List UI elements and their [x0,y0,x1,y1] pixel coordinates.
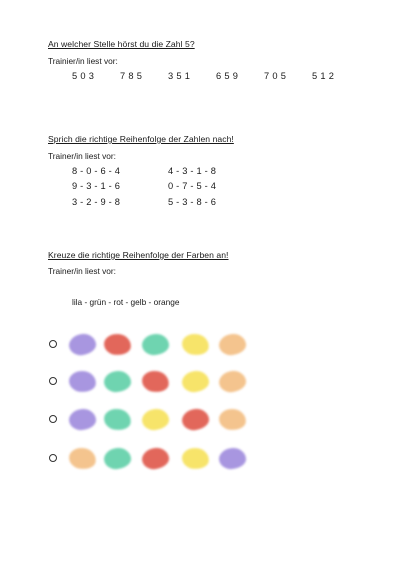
section2-subtitle: Trainer/in liest vor: [48,151,116,161]
color-blob [141,408,170,432]
number-item: 7 0 5 [264,71,287,81]
color-blob [68,408,96,431]
color-blob [103,447,132,471]
color-blob [218,369,248,394]
number-item: 5 1 2 [312,71,335,81]
color-blob [140,369,170,394]
color-blob [141,446,171,471]
sequence-right: 5 - 3 - 8 - 6 [168,197,217,207]
colors-read-text: lila - grün - rot - gelb - orange [72,297,180,307]
sequence-left: 3 - 2 - 9 - 8 [72,197,121,207]
answer-radio[interactable] [49,454,57,462]
color-blob [181,407,211,432]
number-item: 7 8 5 [120,71,143,81]
number-item: 6 5 9 [216,71,239,81]
color-blob [67,446,97,471]
section3-subtitle: Trainer/in liest vor: [48,266,116,276]
number-item: 3 5 1 [168,71,191,81]
sequence-left: 9 - 3 - 1 - 6 [72,181,121,191]
sequence-right: 0 - 7 - 5 - 4 [168,181,217,191]
answer-radio[interactable] [49,377,57,385]
answer-radio[interactable] [49,340,57,348]
answer-radio[interactable] [49,415,57,423]
sequence-left: 8 - 0 - 6 - 4 [72,166,121,176]
color-blob [68,370,97,394]
sequence-right: 4 - 3 - 1 - 8 [168,166,217,176]
color-blob [218,447,246,470]
color-blob [180,332,210,357]
color-blob [103,333,132,357]
section1-heading: An welcher Stelle hörst du die Zahl 5? [48,39,195,49]
color-blob [102,407,132,432]
section3-heading: Kreuze die richtige Reihenfolge der Farben an! [48,250,229,260]
color-blob [218,333,247,357]
number-item: 5 0 3 [72,71,95,81]
color-blob [141,333,169,356]
color-blob [103,370,131,393]
color-blob [181,447,210,471]
section1-subtitle: Trainier/in liest vor: [48,56,118,66]
color-blob [218,408,247,432]
color-blob [68,332,98,357]
section2-heading: Sprich die richtige Reihenfolge der Zahlen nach! [48,134,234,144]
color-blob [181,370,210,394]
